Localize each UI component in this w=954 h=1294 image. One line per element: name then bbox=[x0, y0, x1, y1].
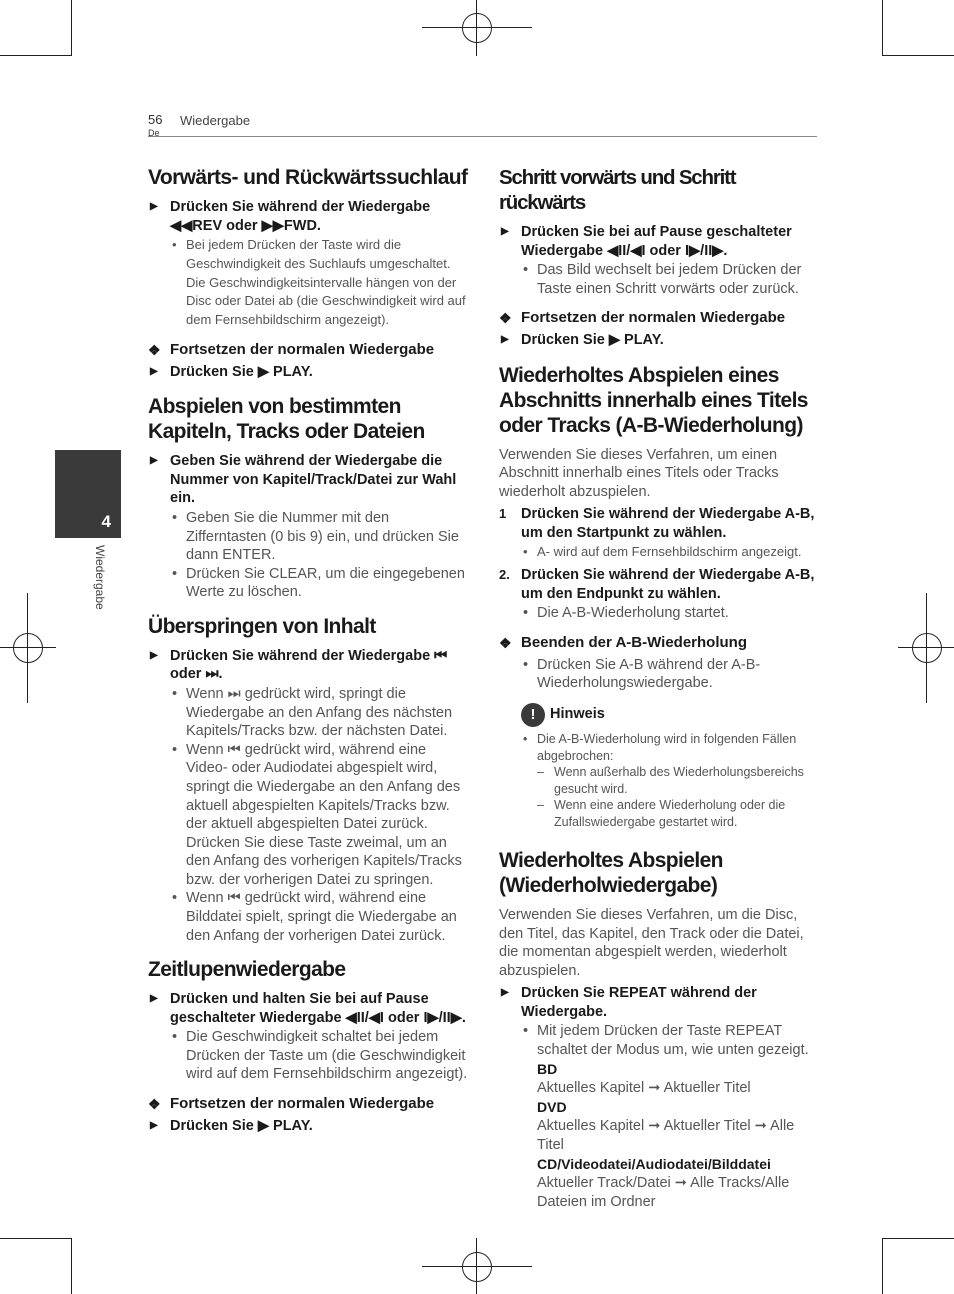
triangle-icon: ▶ bbox=[501, 226, 509, 237]
instruction-step: ▶ Drücken Sie während der Wiedergabe ⏮ oder ⏭. bbox=[150, 647, 448, 683]
section-title: Wiederholtes Abspielen eines Abschnitts innerhalb eines Titels oder Tracks (A-B-Wiederholung) bbox=[499, 363, 808, 437]
crop-mark bbox=[882, 1238, 954, 1239]
diamond-icon: ❖ bbox=[499, 310, 512, 327]
diamond-icon: ❖ bbox=[148, 1096, 161, 1113]
triangle-icon: ▶ bbox=[150, 455, 158, 467]
triangle-icon: ▶ bbox=[150, 365, 158, 377]
page-language: De bbox=[148, 128, 160, 138]
bullet-item: • Geben Sie die Nummer mit den Zifferntasten (0 bis 9) ein, und drücken Sie dann ENTER. bbox=[172, 509, 459, 564]
registration-circle bbox=[462, 1252, 492, 1282]
bullet-item: • Die A-B-Wiederholung startet. bbox=[523, 605, 729, 622]
instruction-step: ▶ Drücken Sie während der Wiedergabe ◀◀REV oder ▶▶FWD. bbox=[150, 199, 431, 234]
registration-circle bbox=[13, 633, 43, 663]
subsection-title: ❖ Beenden der A-B-Wiederholung bbox=[499, 633, 747, 651]
right-column bbox=[499, 165, 819, 1211]
triangle-icon: ▶ bbox=[150, 993, 158, 1005]
section-title: Wiederholtes Abspielen (Wiederholwiedergabe) bbox=[499, 849, 723, 898]
bullet-item: • Die Geschwindigkeit schaltet bei jedem Drücken der Taste um (die Geschwindigkeit wird auf dem Fernsehbildschirm angezeigt). bbox=[172, 1029, 468, 1083]
numbered-step: 1 Drücken Sie während der Wiedergabe A-B, um den Startpunkt zu wählen. bbox=[499, 506, 815, 541]
registration-circle bbox=[912, 633, 942, 663]
instruction-step: ▶ Drücken Sie ▶ PLAY. bbox=[501, 332, 664, 349]
instruction-step: ▶ Drücken Sie bei auf Pause geschalteter Wiedergabe ◀II/◀I oder I▶/II▶. bbox=[501, 224, 792, 259]
instruction-step: ▶ Drücken und halten Sie bei auf Pause geschalteter Wiedergabe ◀II/◀I oder I▶/II▶. bbox=[150, 991, 466, 1026]
subsection-title: ❖ Fortsetzen der normalen Wiedergabe bbox=[148, 1095, 435, 1113]
bullet-item: • Mit jedem Drücken der Taste REPEAT schaltet der Modus um, wie unten gezeigt. bbox=[523, 1023, 809, 1059]
bullet-item: • Drücken Sie A-B während der A-B-Wiederholungswiedergabe. bbox=[523, 656, 761, 692]
note-subitem: – Wenn außerhalb des Wiederholungsbereichs gesucht wird. bbox=[537, 765, 804, 796]
chapter-label: Wiedergabe bbox=[93, 545, 107, 610]
triangle-icon: ▶ bbox=[501, 987, 509, 999]
triangle-icon: ▶ bbox=[501, 334, 509, 346]
mode-heading-bd: BD bbox=[537, 1060, 558, 1077]
numbered-step: 2. Drücken Sie während der Wiedergabe A-B, um den Endpunkt zu wählen. bbox=[499, 567, 815, 602]
exclamation-icon: ! bbox=[521, 703, 545, 727]
mode-sequence-bd: Aktuelles Kapitel ➞ Aktueller Titel bbox=[537, 1080, 751, 1097]
bullet-item: • Wenn ⏮ gedrückt wird, während eine Bilddatei spielt, springt die Wiedergabe an den Anfang der vorherigen Datei zurück. bbox=[172, 890, 457, 944]
section-title: Überspringen von Inhalt bbox=[148, 614, 376, 638]
page-header bbox=[148, 112, 817, 137]
crop-mark bbox=[882, 55, 954, 56]
chapter-number: 4 bbox=[101, 512, 111, 531]
section-title: Schritt vorwärts und Schritt rückwärts bbox=[499, 166, 736, 214]
triangle-icon: ▶ bbox=[150, 1120, 158, 1132]
intro-paragraph: Verwenden Sie dieses Verfahren, um einen Abschnitt innerhalb eines Titels oder Tracks wiederholt abzuspielen. bbox=[499, 446, 779, 500]
bullet-item: • Das Bild wechselt bei jedem Drücken der Taste einen Schritt vorwärts oder zurück. bbox=[523, 262, 802, 297]
intro-paragraph: Verwenden Sie dieses Verfahren, um die Disc, den Titel, das Kapitel, den Track oder die Datei, die momentan abgespielt werden, wiederholt abzuspielen. bbox=[499, 907, 804, 979]
triangle-icon: ▶ bbox=[150, 649, 158, 661]
crop-mark bbox=[882, 0, 883, 56]
hint-box bbox=[521, 703, 819, 727]
registration-circle bbox=[462, 13, 492, 43]
subsection-title: ❖ Fortsetzen der normalen Wiedergabe bbox=[148, 340, 435, 358]
note-item: • Die A-B-Wiederholung wird in folgenden Fällen abgebrochen: bbox=[523, 732, 797, 763]
bullet-item: • Wenn ⏮ gedrückt wird, während eine Video- oder Audiodatei abgespielt wird, springt die Wiedergabe an den Anfang des aktuell abgespielten Kapitels/Tracks bzw. der aktuell abgespielten Datei zurück. Drücken Sie diese Taste zweimal, um an den Anfang des vorherigen Kapitels/Tracks bzw. der vorherigen Datei zu springen. bbox=[172, 741, 462, 888]
diamond-icon: ❖ bbox=[499, 634, 512, 651]
mode-sequence-dvd: Aktuelles Kapitel ➞ Aktueller Titel ➞ Alle Titel bbox=[537, 1118, 795, 1153]
instruction-step: ▶ Drücken Sie REPEAT während der Wiedergabe. bbox=[501, 985, 757, 1020]
crop-mark bbox=[71, 1238, 72, 1294]
mode-sequence-cd: Aktueller Track/Datei ➞ Alle Tracks/Alle Dateien im Ordner bbox=[537, 1175, 790, 1210]
left-column bbox=[148, 165, 468, 1137]
bullet-item: • Bei jedem Drücken der Taste wird die Geschwindigkeit des Suchlaufs umgeschaltet. Die Geschwindigkeitsintervalle hängen von der Disc oder Datei ab (die Geschwindigkeit wird auf dem Fernsehbildschirm angezeigt). bbox=[172, 237, 466, 328]
bullet-item: • Drücken Sie CLEAR, um die eingegebenen Werte zu löschen. bbox=[172, 565, 465, 601]
mode-heading-cd: CD/Videodatei/Audiodatei/Bilddatei bbox=[537, 1155, 771, 1172]
bullet-item: • A- wird auf dem Fernsehbildschirm angezeigt. bbox=[523, 544, 802, 560]
crop-mark bbox=[882, 1238, 883, 1294]
crop-mark bbox=[71, 0, 72, 56]
section-title: Vorwärts- und Rückwärtssuchlauf bbox=[148, 166, 468, 189]
subsection-title: ❖ Fortsetzen der normalen Wiedergabe bbox=[499, 309, 786, 327]
instruction-step: ▶ Drücken Sie ▶ PLAY. bbox=[150, 363, 313, 380]
page-number: 56 bbox=[148, 112, 163, 127]
note-subitem: – Wenn eine andere Wiederholung oder die Zufallswiedergabe gestartet wird. bbox=[537, 798, 786, 829]
instruction-step: ▶ Drücken Sie ▶ PLAY. bbox=[150, 1118, 313, 1135]
triangle-icon: ▶ bbox=[150, 201, 158, 212]
instruction-step: ▶ Geben Sie während der Wiedergabe die Nummer von Kapitel/Track/Datei zur Wahl ein. bbox=[150, 453, 457, 507]
mode-heading-dvd: DVD bbox=[537, 1098, 567, 1115]
chapter-tab bbox=[55, 450, 121, 538]
diamond-icon: ❖ bbox=[148, 341, 161, 358]
page-section-title: Wiedergabe bbox=[180, 113, 251, 128]
section-title: Abspielen von bestimmten Kapiteln, Tracks oder Dateien bbox=[148, 395, 425, 444]
crop-mark bbox=[0, 1238, 72, 1239]
hint-title: Hinweis bbox=[550, 706, 605, 723]
bullet-item: • Wenn ⏭ gedrückt wird, springt die Wiedergabe an den Anfang des nächsten Kapitels/Tracks bzw. der nächsten Datei. bbox=[172, 685, 453, 740]
crop-mark bbox=[0, 55, 72, 56]
section-title: Zeitlupenwiedergabe bbox=[148, 958, 346, 982]
